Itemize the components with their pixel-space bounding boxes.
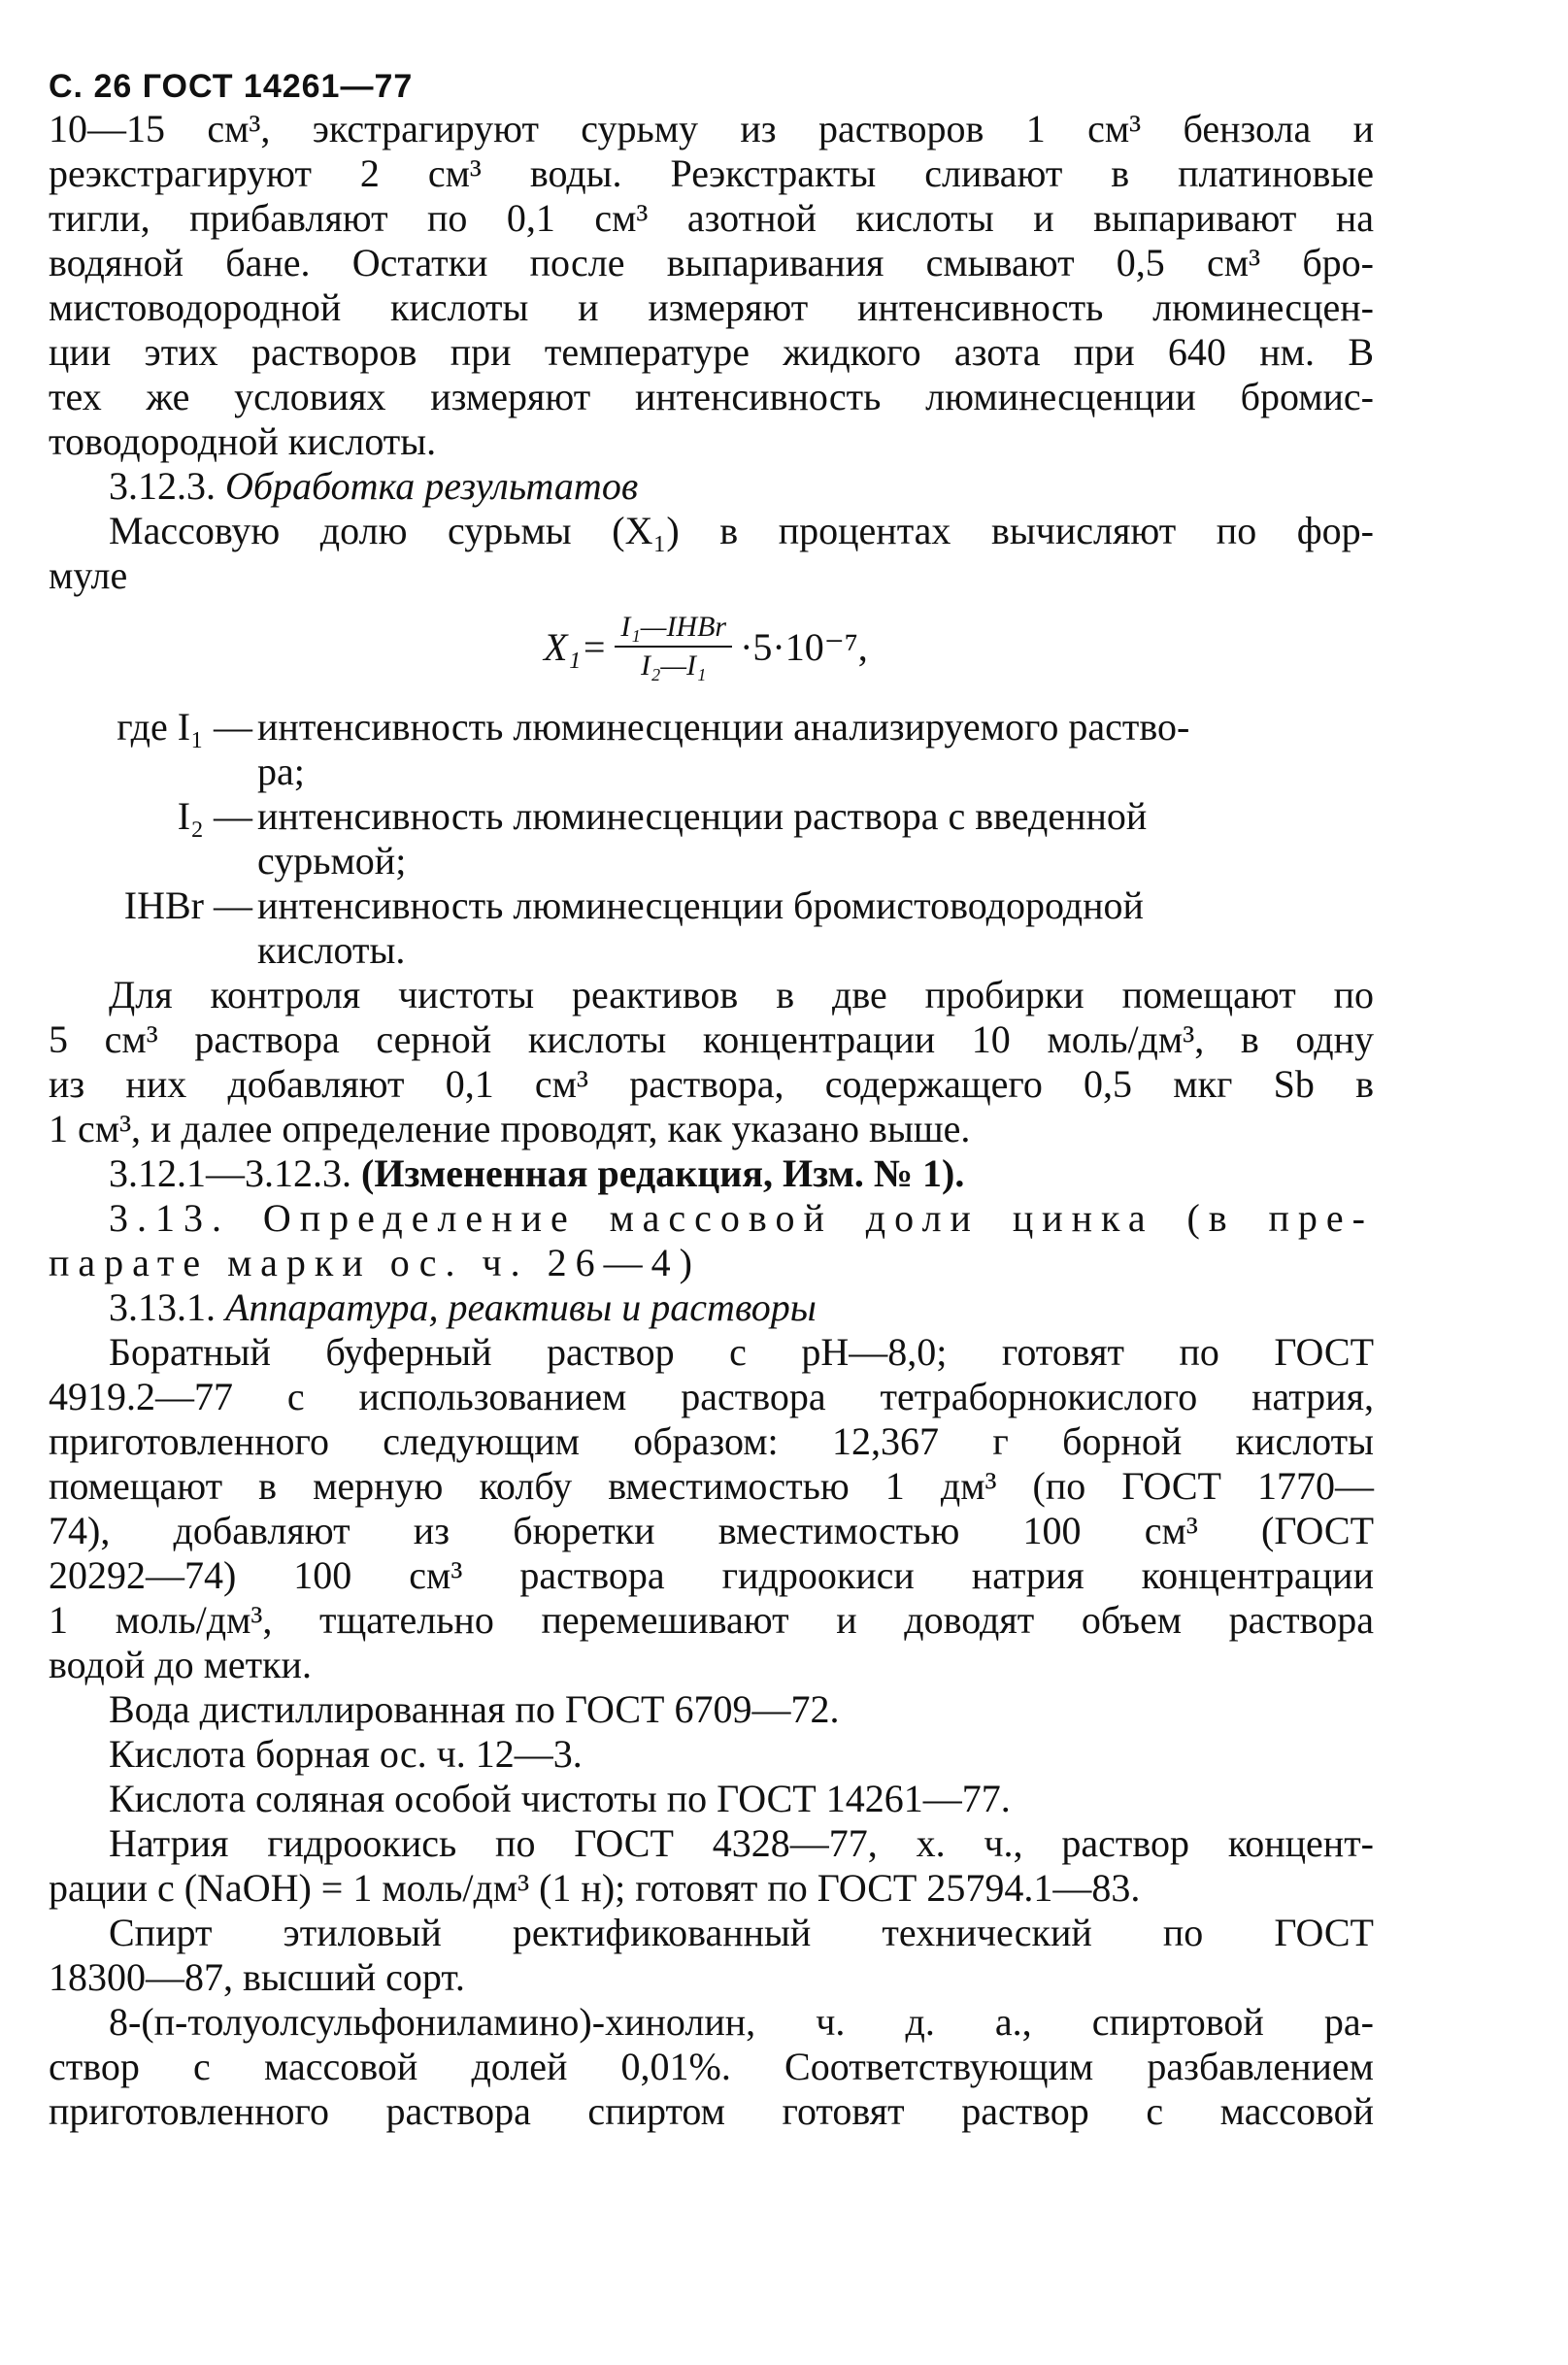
reagent-item-cont: 18300—87, высший сорт. xyxy=(49,1955,465,1999)
formula-factor: ·5·10⁻⁷, xyxy=(740,624,868,669)
definition-text: интенсивность люминесценции раствора с введенной xyxy=(257,794,1148,838)
amendment-text: (Измененная редакция, Изм. № 1). xyxy=(361,1151,965,1195)
text-line: реэкстрагируют 2 см³ воды. Реэкстракты сливают в платиновые xyxy=(49,151,1374,195)
formula-x1 xyxy=(544,603,868,690)
text-line: тех же условиях измеряют интенсивность люминесценции бромис- xyxy=(49,375,1374,418)
definition-text: интенсивность люминесценции бромистоводородной xyxy=(257,883,1144,927)
section-heading-3-13-cont: парате марки ос. ч. 26—4) xyxy=(49,1241,701,1284)
formula-fraction xyxy=(615,611,732,683)
definition-text: ра; xyxy=(257,749,305,793)
reagent-item: Натрия гидроокись по ГОСТ 4328—77, х. ч., раствор концент- xyxy=(109,1821,1374,1865)
text-line: приготовленного следующим образом: 12,367 г борной кислоты xyxy=(49,1419,1374,1463)
text-line: Боратный буферный раствор с pH—8,0; готовят по ГОСТ xyxy=(109,1330,1374,1374)
reagent-item: Кислота борная ос. ч. 12—3. xyxy=(109,1732,583,1776)
definition-text: кислоты. xyxy=(257,928,406,972)
text-line: товодородной кислоты. xyxy=(49,419,437,463)
page-header: С. 26 ГОСТ 14261—77 xyxy=(49,68,414,105)
section-heading-3-12-3 xyxy=(109,464,1374,509)
text-line: ции этих растворов при температуре жидкого азота при 640 нм. В xyxy=(49,330,1374,374)
reagent-item: 8-(п-толуолсульфониламино)-хинолин, ч. д. а., спиртовой ра- xyxy=(109,2000,1374,2044)
formula-lhs: X₁= xyxy=(544,624,608,669)
text-line: водяной бане. Остатки после выпаривания смывают 0,5 см³ бро- xyxy=(49,241,1374,284)
section-title: Обработка результатов xyxy=(225,464,639,508)
definition-symbol: I₂ — xyxy=(177,794,252,838)
text-line: 1 моль/дм³, тщательно перемешивают и доводят объем раствора xyxy=(49,1598,1374,1642)
text-line: из них добавляют 0,1 см³ раствора, содержащего 0,5 мкг Sb в xyxy=(49,1062,1374,1106)
text-line: 1 см³, и далее определение проводят, как указано выше. xyxy=(49,1107,971,1150)
amendment-range: 3.12.1—3.12.3. xyxy=(109,1151,351,1195)
text-line: 10—15 см³, экстрагируют сурьму из растворов 1 см³ бензола и xyxy=(49,107,1374,150)
section-number: 3.12.3. xyxy=(109,464,216,508)
text-line: 5 см³ раствора серной кислоты концентрации 10 моль/дм³, в одну xyxy=(49,1017,1374,1061)
definition-text: сурьмой; xyxy=(257,839,407,883)
text-line: Массовую долю сурьмы (X₁) в процентах вычисляют по фор- xyxy=(109,509,1374,552)
formula-numerator: I₁—IНBr xyxy=(615,611,732,648)
formula-denominator: I₂—I₁ xyxy=(640,650,707,682)
definition-symbol: где I₁ — xyxy=(117,705,252,749)
section-number: 3.13.1. xyxy=(109,1285,216,1329)
text-line: 74), добавляют из бюретки вместимостью 100 см³ (ГОСТ xyxy=(49,1509,1374,1552)
text-line: тигли, прибавляют по 0,1 см³ азотной кислоты и выпаривают на xyxy=(49,196,1374,240)
reagent-item-cont: створ с массовой долей 0,01%. Соответствующим разбавлением xyxy=(49,2045,1374,2088)
amendment-note xyxy=(109,1151,1374,1196)
text-line: мистоводородной кислоты и измеряют интенсивность люминесцен- xyxy=(49,285,1374,329)
section-heading-3-13-1 xyxy=(109,1285,1374,1330)
reagent-item: Кислота соляная особой чистоты по ГОСТ 14261—77. xyxy=(109,1777,1011,1820)
text-line: 20292—74) 100 см³ раствора гидроокиси натрия концентрации xyxy=(49,1553,1374,1597)
text-line: 4919.2—77 с использованием раствора тетраборнокислого натрия, xyxy=(49,1375,1374,1418)
text-line: Для контроля чистоты реактивов в две пробирки помещают по xyxy=(109,973,1374,1016)
text-line: водой до метки. xyxy=(49,1643,312,1686)
reagent-item: Вода дистиллированная по ГОСТ 6709—72. xyxy=(109,1687,840,1731)
reagent-item-cont: приготовленного раствора спиртом готовят раствор с массовой xyxy=(49,2089,1374,2133)
reagent-item-cont: рации c (NaOH) = 1 моль/дм³ (1 н); готовят по ГОСТ 25794.1—83. xyxy=(49,1866,1141,1910)
text-line: муле xyxy=(49,553,128,597)
reagent-item: Спирт этиловый ректификованный технический по ГОСТ xyxy=(109,1911,1374,1954)
text-line: помещают в мерную колбу вместимостью 1 дм³ (по ГОСТ 1770— xyxy=(49,1464,1374,1508)
section-title: Аппаратура, реактивы и растворы xyxy=(225,1285,817,1329)
section-heading-3-13: 3.13. Определение массовой доли цинка (в пре- xyxy=(109,1196,1374,1240)
definition-symbol: IНBr — xyxy=(123,883,252,927)
definition-text: интенсивность люминесценции анализируемого раство- xyxy=(257,705,1190,749)
